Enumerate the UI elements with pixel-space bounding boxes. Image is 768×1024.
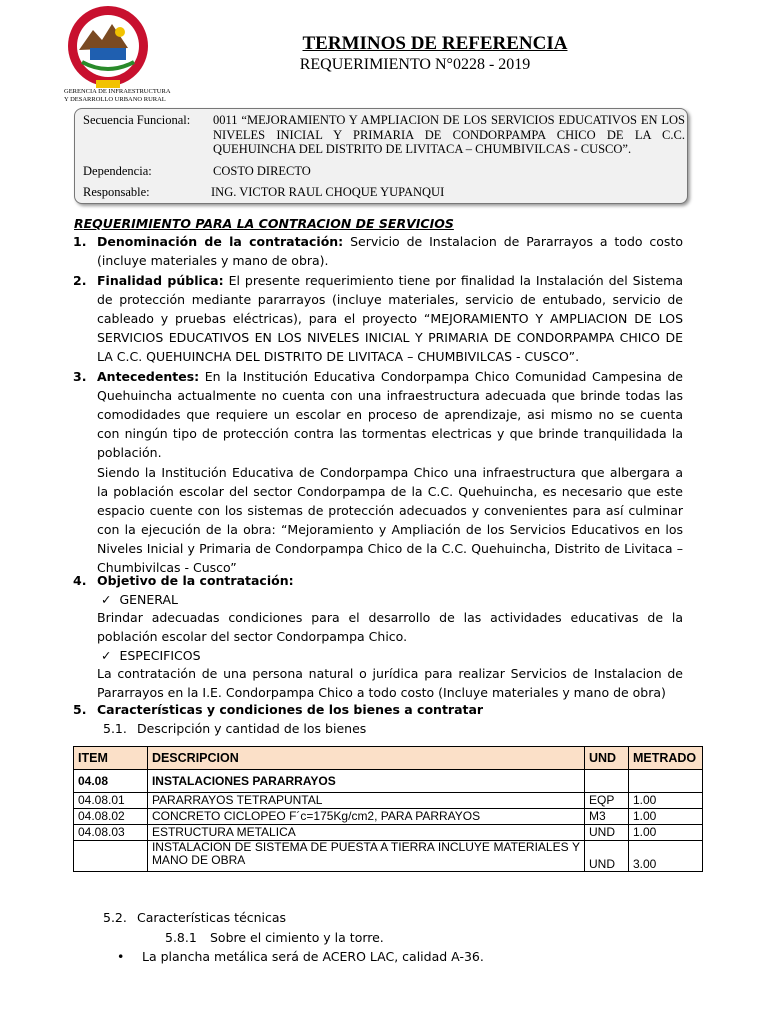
especificos-item [101, 646, 201, 665]
row-metrado: 1.00 [628, 793, 702, 809]
item-1-number: 1. [73, 234, 87, 249]
row-item: 04.08.01 [74, 793, 148, 809]
item-3-number: 3. [73, 369, 87, 384]
item-1-text: Servicio de Instalacion de Pararrayos a todo costo (incluye materiales y mano de obra). [97, 234, 683, 268]
item-3-heading: Antecedentes: [97, 369, 200, 384]
row-metrado: 1.00 [628, 809, 702, 825]
municipal-seal-logo [62, 4, 154, 92]
checkmark-icon: ✓ [101, 592, 112, 607]
subsection-5-8-1-title: Sobre el cimiento y la torre. [210, 930, 384, 945]
table-row [74, 825, 703, 841]
group-und [585, 770, 629, 793]
item-5-heading: Características y condiciones de los bienes a contratar [97, 702, 484, 717]
especificos-label: ESPECIFICOS [119, 648, 201, 663]
subsection-5-1-number: 5.1. [103, 721, 127, 736]
item-1-heading: Denominación de la contratación: [97, 234, 344, 249]
col-descripcion-header: DESCRIPCION [147, 747, 584, 770]
section-title: REQUERIMIENTO PARA LA CONTRACION DE SERVICIOS [74, 216, 454, 231]
group-metrado [628, 770, 702, 793]
item-2-heading: Finalidad pública: [97, 273, 224, 288]
row-und: UND [585, 841, 629, 872]
subsection-5-1-title: Descripción y cantidad de los bienes [137, 721, 367, 736]
row-item [74, 841, 148, 872]
row-descripcion: CONCRETO CICLOPEO F´c=175Kg/cm2, PARA PARRAYOS [147, 809, 584, 825]
item-3-paragraph [97, 367, 683, 462]
item-4-number: 4. [73, 573, 87, 588]
item-3-second-paragraph: Siendo la Institución Educativa de Condorpampa Chico una infraestructura que albergara a la población escolar del sector Condorpampa de la C.C. Quehuincha, es necesario que este espacio cuente con los sistemas de protección adecuados y convenientes para así culminar con la ejecución de la obra: “Mejoramiento y Ampliación de los Servicios Educativos en los Niveles Inicial y Primaria de Condorpampa Chico de la C.C. Quehuincha, Distrito de Livitaca – Chumbivilcas - Cusco” [97, 465, 683, 575]
row-item: 04.08.03 [74, 825, 148, 841]
general-label: GENERAL [119, 592, 178, 607]
especificos-text: La contratación de una persona natural o jurídica para realizar Servicios de Instalacion de Pararrayos en la I.E. Condorpampa Chico a todo costo (Incluye materiales y mano de obra) [97, 666, 683, 700]
project-info-box [74, 108, 688, 204]
requirement-number: REQUERIMIENTO N°0228 - 2019 [299, 56, 531, 73]
item-5-number: 5. [73, 702, 87, 717]
table-row [74, 809, 703, 825]
group-item: 04.08 [74, 770, 148, 793]
item-2-number: 2. [73, 273, 87, 288]
col-metrado-header: METRADO [628, 747, 702, 770]
row-metrado: 3.00 [628, 841, 702, 872]
secuencia-row [83, 113, 685, 159]
office-line-1: GERENCIA DE INFRAESTRUCTURA [64, 88, 171, 95]
responsable-value: ING. VICTOR RAUL CHOQUE YUPANQUI [211, 185, 445, 199]
bullet-icon: • [117, 949, 125, 964]
row-descripcion: INSTALACION DE SISTEMA DE PUESTA A TIERRA INCLUYE MATERIALES Y MANO DE OBRA [147, 841, 584, 872]
col-item-header: ITEM [74, 747, 148, 770]
row-item: 04.08.02 [74, 809, 148, 825]
secuencia-value: 0011 “MEJORAMIENTO Y AMPLIACION DE LOS SERVICIOS EDUCATIVOS EN LOS NIVELES INICIAL Y PRIMARIA DE CONDORPAMPA CHICO DE LA C.C. QUEHUINCHA DEL DISTRITO DE LIVITACA – CHUMBIVILCAS - CUSCO”. [213, 113, 685, 156]
item-1-paragraph [97, 232, 683, 270]
col-und-header: UND [585, 747, 629, 770]
row-und: UND [585, 825, 629, 841]
checkmark-icon: ✓ [101, 648, 112, 663]
office-name [64, 88, 204, 103]
dependencia-value: COSTO DIRECTO [213, 164, 311, 178]
row-und: EQP [585, 793, 629, 809]
subsection-5-2-number: 5.2. [103, 910, 127, 925]
bullet-text: La plancha metálica será de ACERO LAC, calidad A-36. [142, 949, 484, 964]
row-descripcion: PARARRAYOS TETRAPUNTAL [147, 793, 584, 809]
subsection-5-2-title: Características técnicas [137, 910, 287, 925]
item-2-paragraph [97, 271, 683, 366]
table-group-row [74, 770, 703, 793]
item-3-text: En la Institución Educativa Condorpampa Chico Comunidad Campesina de Quehuincha actualmente no cuenta con una infraestructura adecuada que brinde todas las comodidades que requiere un escolar en proceso de aprendizaje, asi mismo no se cuenta con ningún tipo de protección contra las tormentas electricas y que brinde tranquilidada la población. [97, 369, 683, 460]
item-2-text: El presente requerimiento tiene por finalidad la Instalación del Sistema de protección mediante pararrayos (incluye materiales, servicio de entubado, servicio de cableado y pruebas eléctricas), para el proyecto “MEJORAMIENTO Y AMPLIACION DE LOS SERVICIOS EDUCATIVOS EN LOS NIVELES INICIAL Y PRIMARIA DE CONDORPAMPA CHICO DE LA C.C. QUEHUINCHA DEL DISTRITO DE LIVITACA – CHUMBIVILCAS - CUSCO”. [97, 273, 683, 364]
dependencia-label: Dependencia: [83, 164, 152, 178]
table-row [74, 793, 703, 809]
responsable-label: Responsable: [83, 185, 150, 199]
table-row [74, 841, 703, 872]
item-4-heading: Objetivo de la contratación: [97, 573, 294, 588]
subsection-5-8-1-number: 5.8.1 [165, 930, 197, 945]
table-header-row [74, 747, 703, 770]
general-text: Brindar adecuadas condiciones para el desarrollo de las actividades educativas de la población escolar del sector Condorpampa Chico. [97, 610, 683, 644]
row-descripcion: ESTRUCTURA METALICA [147, 825, 584, 841]
goods-table [73, 746, 703, 872]
general-item [101, 590, 178, 609]
row-metrado: 1.00 [628, 825, 702, 841]
secuencia-label: Secuencia Funcional: [83, 113, 191, 127]
office-line-2: Y DESARROLLO URBANO RURAL [64, 95, 166, 103]
group-descripcion: INSTALACIONES PARARRAYOS [147, 770, 584, 793]
document-title: TERMINOS DE REFERENCIA [302, 33, 568, 54]
row-und: M3 [585, 809, 629, 825]
